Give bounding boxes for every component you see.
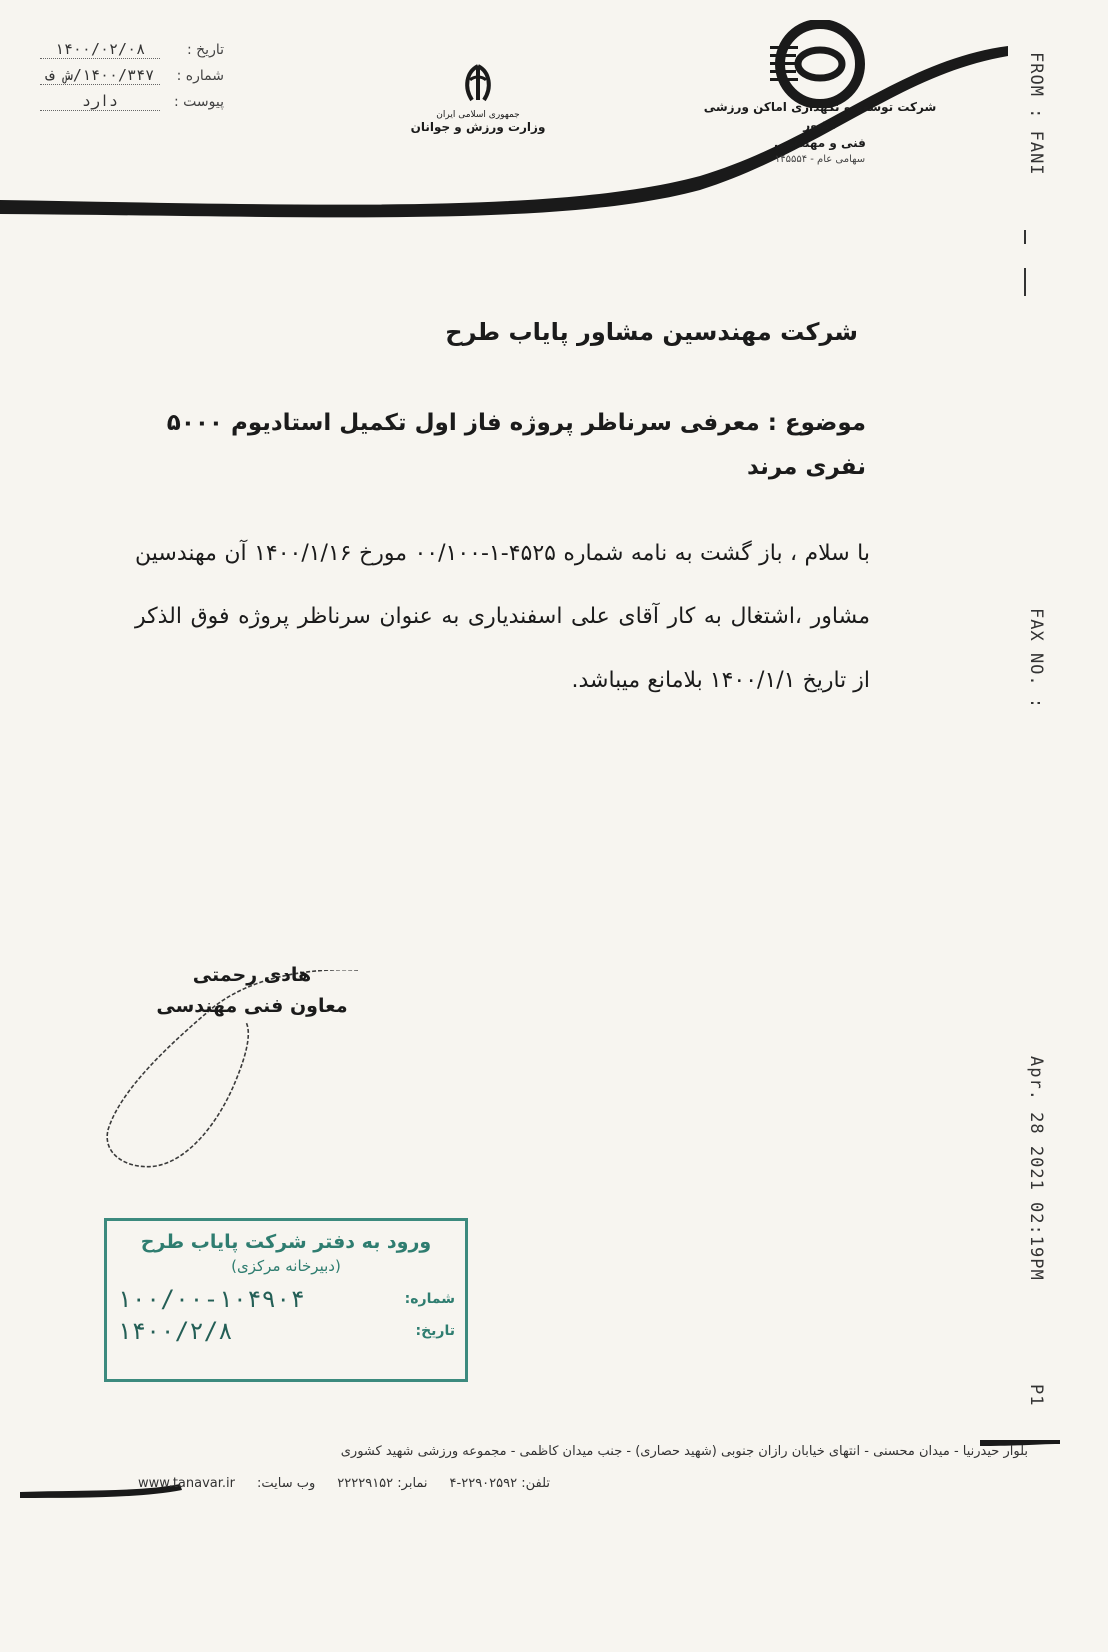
company-line-2: فنی و مهندسی — [774, 136, 866, 150]
stamp-title: ورود به دفتر شرکت پایاب طرح — [140, 1231, 432, 1253]
footer-website: www.tanavar.ir — [138, 1476, 236, 1491]
ministry-emblem-block — [408, 62, 548, 134]
footer-fax: نمابر: ۲۲۲۲۹۱۵۲ — [337, 1476, 428, 1491]
fax-from: FROM : FANI — [1026, 52, 1046, 176]
letter-subject: موضوع : معرفی سرناظر پروژه فاز اول تکمیل استادیوم ۵۰۰۰ نفری مرند — [166, 410, 866, 480]
meta-attachment-row — [40, 92, 280, 118]
signer-title: معاون فنی مهندسی — [156, 995, 348, 1018]
number-value: ۱۴۰۰/۳۴۷/ش ف — [40, 66, 160, 85]
attachment-value: دارد — [40, 92, 160, 111]
number-label: شماره : — [176, 68, 224, 84]
stamp-number-row — [117, 1285, 455, 1313]
footer-website-label: وب سایت: — [257, 1476, 316, 1491]
ministry-line-2: وزارت ورزش و جوانان — [410, 120, 546, 134]
footer-phone: تلفن: ۲۲۹۰۲۵۹۲-۴ — [449, 1476, 550, 1491]
date-value: ۱۴۰۰/۰۲/۰۸ — [40, 40, 160, 59]
letter-meta — [40, 40, 280, 118]
stamp-subtitle: (دبیرخانه مرکزی) — [231, 1257, 341, 1275]
attachment-label: پیوست : — [174, 94, 224, 110]
stamp-number-label: شماره: — [404, 1291, 455, 1307]
receipt-stamp — [104, 1218, 468, 1382]
signer-name: هادی رحمتی — [192, 964, 312, 986]
company-line-1: شرکت توسعه و نگهداری اماکن ورزشی کشور — [703, 100, 937, 132]
ministry-line-1: جمهوری اسلامی ایران — [436, 110, 520, 120]
signature-block — [142, 960, 362, 1023]
meta-date-row — [40, 40, 280, 66]
iran-emblem-icon — [456, 62, 500, 106]
company-logo-icon — [760, 20, 880, 108]
fax-datetime: Apr. 28 2021 02:19PM — [1026, 1056, 1046, 1281]
meta-number-row — [40, 66, 280, 92]
stamp-number-value: ۱۰۰/۰۰-۱۰۴۹۰۴ — [117, 1285, 305, 1313]
stamp-date-value: ۱۴۰۰/۲/۸ — [117, 1317, 233, 1345]
stamp-date-row — [117, 1317, 455, 1345]
fax-number: FAX NO. : — [1026, 608, 1046, 710]
date-label: تاریخ : — [186, 42, 224, 58]
letter-body: با سلام ، باز گشت به نامه شماره ۴۵۲۵-۱-۰۰/۱۰۰ مورخ ۱۴۰۰/۱/۱۶ آن مهندسین مشاور ،اشتغال به کار آقای علی اسفندیاری به عنوان سرناظر پروژه فوق الذکر از تاریخ ۱۴۰۰/۱/۱ بلامانع میباشد. — [135, 541, 870, 693]
footer-contact — [138, 1476, 898, 1491]
footer-address: بلوار حیدرنیا - میدان محسنی - انتهای خیابان رازان جنوبی (شهید حصاری) - جنب میدان کاظمی - مجموعه ورزشی شهید کشوری — [340, 1444, 1028, 1459]
letter-addressee: شرکت مهندسین مشاور پایاب طرح — [445, 318, 858, 346]
company-line-3: سهامی عام - ۱۴۵۵۵۴ — [774, 154, 866, 165]
company-logo-block — [690, 98, 950, 167]
stamp-date-label: تاریخ: — [415, 1323, 455, 1339]
fax-margin-ticks — [1018, 230, 1030, 300]
fax-page: P1 — [1026, 1384, 1046, 1407]
